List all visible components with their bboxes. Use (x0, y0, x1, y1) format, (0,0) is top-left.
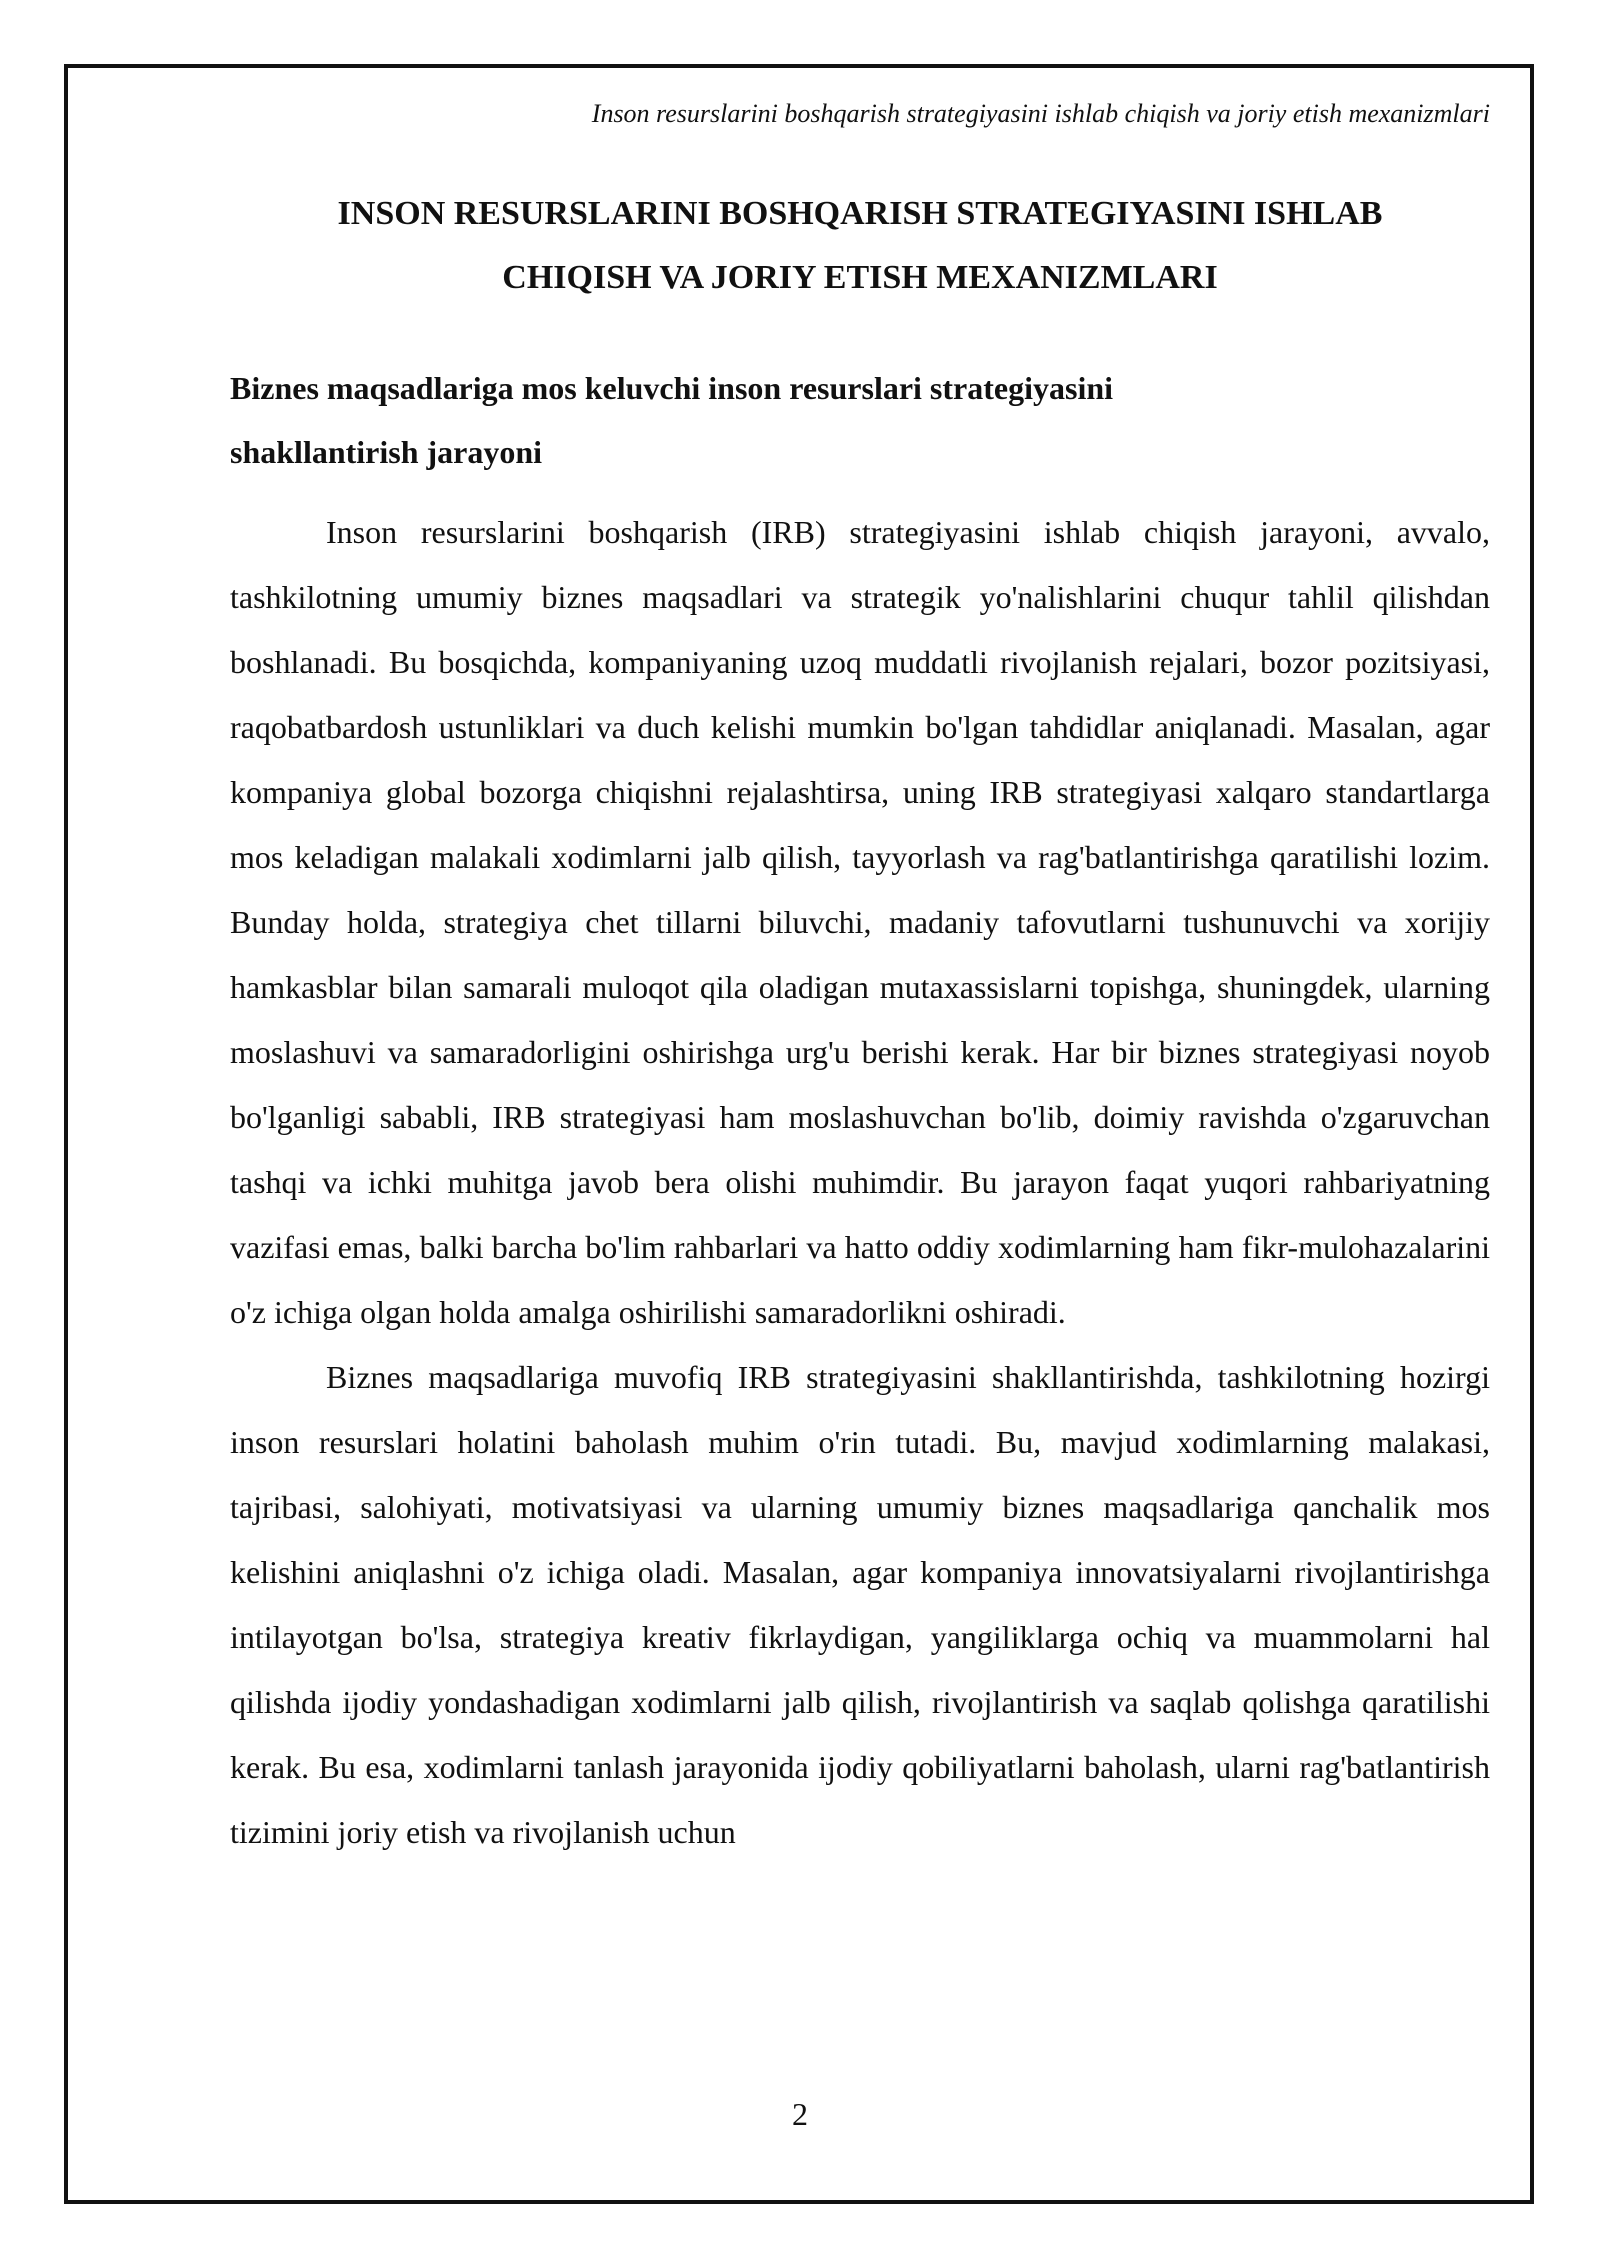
document-title-line-2: CHIQISH VA JORIY ETISH MEXANIZMLARI (502, 259, 1218, 296)
body-text (230, 500, 1490, 1865)
document-title (230, 182, 1490, 310)
paragraph-2: Biznes maqsadlariga muvofiq IRB strategiyasini shakllantirishda, tashkilotning hozirgi inson resurslari holatini baholash muhim o'rin tutadi. Bu, mavjud xodimlarning malakasi, tajribasi, salohiyati, motivatsiyasi va ularning umumiy biznes maqsadlariga qanchalik mos kelishini aniqlashni o'z ichiga oladi. Masalan, agar kompaniya innovatsiyalarni rivojlantirishga intilayotgan bo'lsa, strategiya kreativ fikrlaydigan, yangiliklarga ochiq va muammolarni hal qilishda ijodiy yondashadigan xodimlarni jalb qilish, rivojlantirish va saqlab qolishga qaratilishi kerak. Bu esa, xodimlarni tanlash jarayonida ijodiy qobiliyatlarni baholash, ularni rag'batlantirish tizimini joriy etish va rivojlanish uchun (230, 1359, 1490, 1850)
running-header: Inson resurslarini boshqarish strategiyasini ishlab chiqish va joriy etish mexanizmlari (591, 99, 1490, 128)
section-heading-line-2: shakllantirish jarayoni (230, 434, 543, 470)
document-title-line-1: INSON RESURSLARINI BOSHQARISH STRATEGIYASINI ISHLAB (337, 195, 1383, 232)
section-heading (230, 356, 1490, 484)
section-heading-line-1: Biznes maqsadlariga mos keluvchi inson resurslari strategiyasini (230, 370, 1114, 406)
page-number: 2 (792, 2096, 808, 2132)
paragraph-1: Inson resurslarini boshqarish (IRB) strategiyasini ishlab chiqish jarayoni, avvalo, tashkilotning umumiy biznes maqsadlari va strategik yo'nalishlarini chuqur tahlil qilishdan boshlanadi. Bu bosqichda, kompaniyaning uzoq muddatli rivojlanish rejalari, bozor pozitsiyasi, raqobatbardosh ustunliklari va duch kelishi mumkin bo'lgan tahdidlar aniqlanadi. Masalan, agar kompaniya global bozorga chiqishni rejalashtirsa, uning IRB strategiyasi xalqaro standartlarga mos keladigan malakali xodimlarni jalb qilish, tayyorlash va rag'batlantirishga qaratilishi lozim. Bunday holda, strategiya chet tillarni biluvchi, madaniy tafovutlarni tushunuvchi va xorijiy hamkasblar bilan samarali muloqot qila oladigan mutaxassislarni topishga, shuningdek, ularning moslashuvi va samaradorligini oshirishga urg'u berishi kerak. Har bir biznes strategiyasi noyob bo'lganligi sababli, IRB strategiyasi ham moslashuvchan bo'lib, doimiy ravishda o'zgaruvchan tashqi va ichki muhitga javob bera olishi muhimdir. Bu jarayon faqat yuqori rahbariyatning vazifasi emas, balki barcha bo'lim rahbarlari va hatto oddiy xodimlarning ham fikr-mulohazalarini o'z ichiga olgan holda amalga oshirilishi samaradorlikni oshiradi. (230, 514, 1490, 1330)
